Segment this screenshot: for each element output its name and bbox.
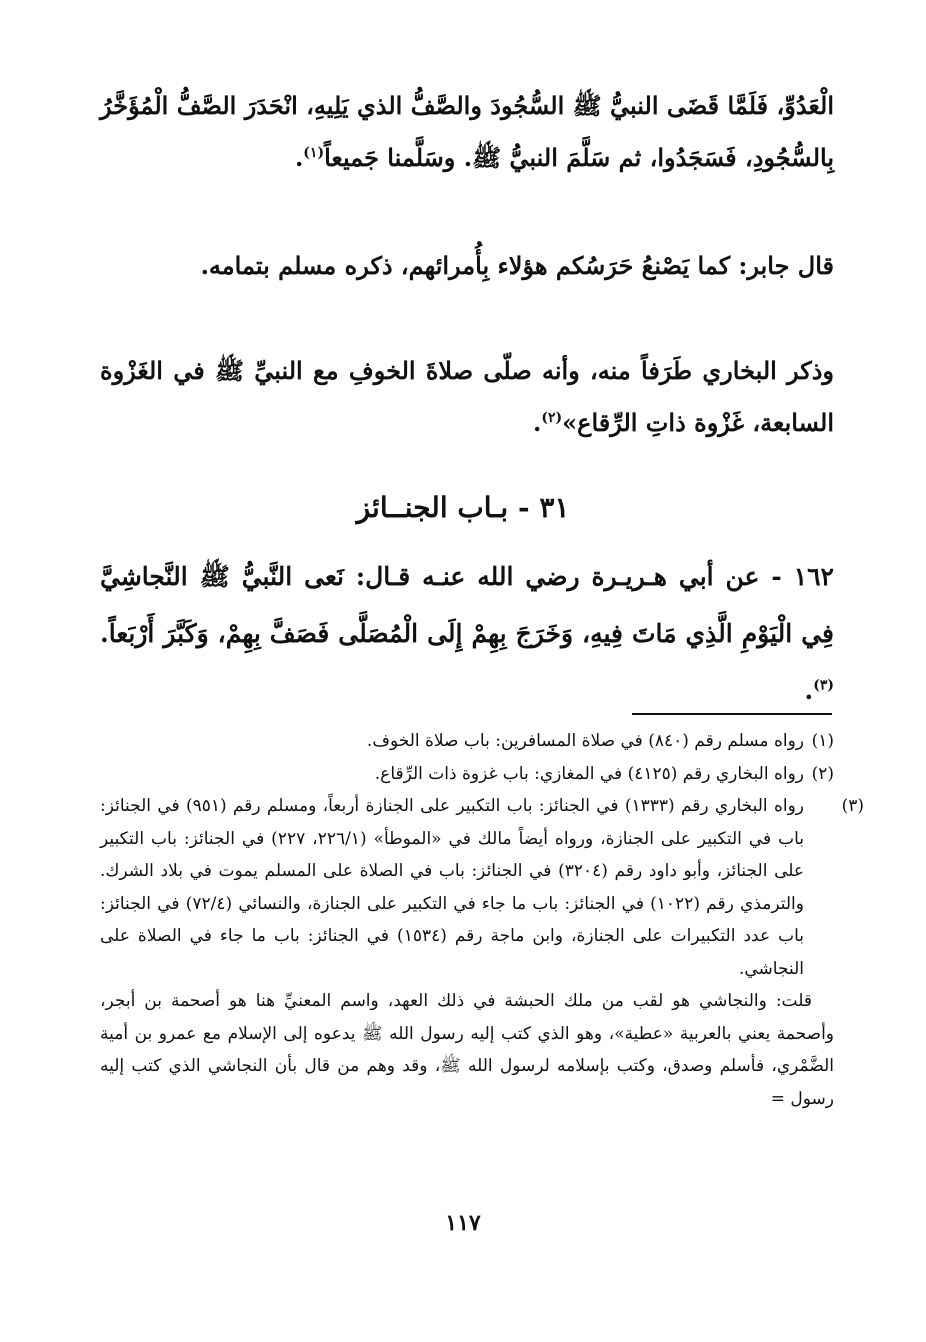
footnote-text: رواه البخاري رقم (٤١٢٥) في المغازي: باب غزوة ذات الرِّقاع. xyxy=(374,763,804,784)
footnote-number: (٢) xyxy=(811,763,834,784)
footnote-item xyxy=(100,790,864,985)
paragraph-text: وذكر البخاري طَرَفاً منه، وأنه صلّى صلاةَ الخوفِ مع النبيِّ ﷺ في الغَزْوة السابعة، غَزْوة ذاتِ الرِّقاع» xyxy=(100,356,834,437)
footnote-note: قلت: والنجاشي هو لقب من ملك الحبشة في ذلك العهد، واسم المعنيِّ هنا هو أصحمة بن أبجر، وأصحمة يعني بالعربية «عطية»، وهو الذي كتب إليه رسول الله ﷺ يدعوه إلى الإسلام مع عمرو بن أمية الضَّمْري، فأسلم وصدق، وكتب بإسلامه لرسول الله ﷺ، وقد وهم من قال بأن النجاشي الذي كتب إليه رسول = xyxy=(100,991,834,1109)
footnote-separator xyxy=(632,713,832,715)
paragraph-end: . xyxy=(804,676,814,705)
footnote-number: (٣) xyxy=(841,796,864,816)
paragraph-text: الْعَدُوِّ، فَلَمَّا قَضَى النبيُّ ﷺ السُّجُودَ والصَّفُّ الذي يَلِيهِ، انْحَدَرَ الصَّفُّ الْمُؤَخَّرُ بِالسُّجُودِ، فَسَجَدُوا، ثم سَلَّمَ النبيُّ ﷺ. وسَلَّمنا جَميعاً xyxy=(100,91,834,172)
body-paragraph: قال جابر: كما يَصْنعُ حَرَسُكم هؤلاء بِأُمرائهم، ذكره مسلم بتمامه. xyxy=(200,251,834,280)
paragraph-end: . xyxy=(294,143,304,172)
body-paragraph xyxy=(100,80,834,184)
footnote-ref: (١) xyxy=(303,145,325,161)
paragraph-end: . xyxy=(532,408,542,437)
footnote-text: رواه البخاري رقم (١٣٣٣) في الجنائز: باب التكبير على الجنازة أربعاً، ومسلم رقم (٩٥١) في الجنائز: باب في التكبير على الجنازة، ورواه أيضاً مالك في «الموطأ» (٢٢٦/١، ٢٢٧) في الجنائز: باب التكبير على الجنائز، وأبو داود رقم (٣٢٠٤) في الجنائز: باب في الصلاة على المسلم يموت في بلاد الشرك. والترمذي رقم (١٠٢٢) في الجنائز: باب ما جاء في التكبير على الجنازة، والنسائي (٧٢/٤) في الجنائز: باب عدد التكبيرات على الجنازة، وابن ماجة رقم (١٥٣٤) في الجنائز: باب ما جاء في الصلاة على النجاشي. xyxy=(100,796,805,979)
footnote-item xyxy=(100,725,834,758)
body-paragraph xyxy=(100,345,834,449)
section-heading: ٣١ - بـاب الجنــائز xyxy=(356,491,570,524)
footnote-item xyxy=(100,758,834,791)
footnote-ref: (٣) xyxy=(813,677,834,694)
hadith-paragraph xyxy=(100,548,834,719)
footnote-ref: (٢) xyxy=(541,410,563,426)
page-number: ١١٧ xyxy=(445,1210,481,1236)
footnotes xyxy=(100,725,864,1115)
footnote-number: (١) xyxy=(811,731,834,751)
footnote-text: رواه مسلم رقم (٨٤٠) في صلاة المسافرين: باب صلاة الخوف. xyxy=(366,731,804,751)
hadith-text: ١٦٢ - عن أبي هـريـرة رضي الله عنـه قـال: نَعى النَّبيُّ ﷺ النَّجاشِيَّ فِي الْيَوْمِ الَّذِي مَاتَ فِيهِ، وَخَرَجَ بِهِمْ إِلَى الْمُصَلَّى فَصَفَّ بِهِمْ، وَكَبَّرَ أَرْبَعاً. xyxy=(100,562,834,648)
